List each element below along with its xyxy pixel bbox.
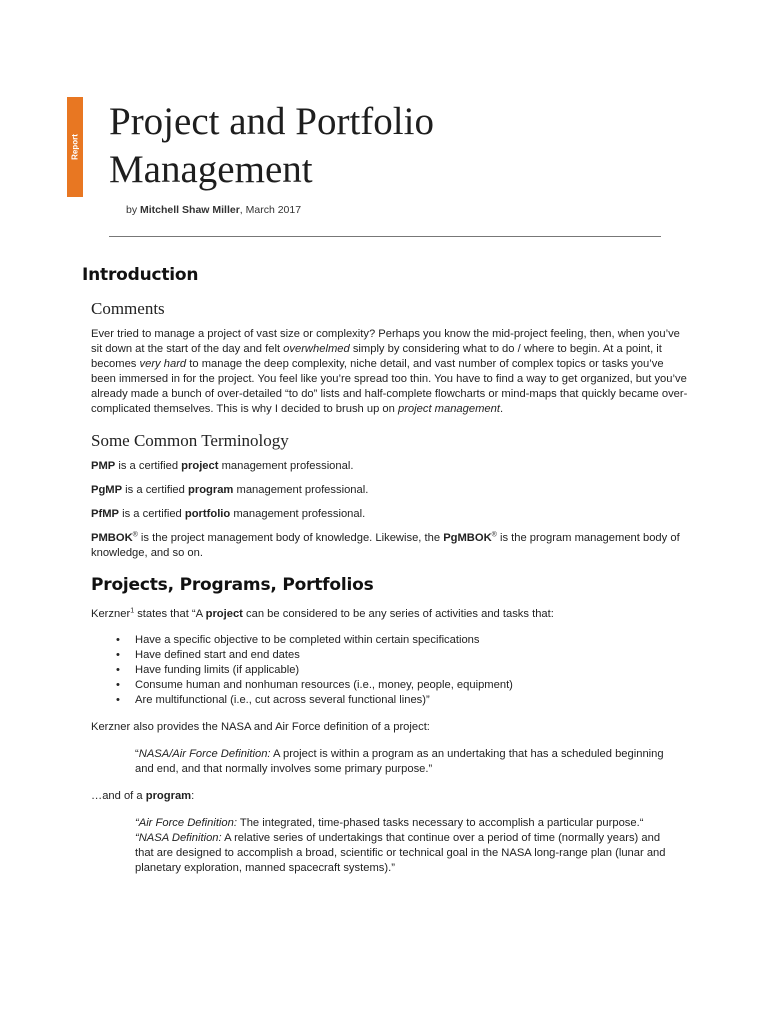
quote-nasa xyxy=(135,831,680,876)
pfmp-bold: portfolio xyxy=(184,508,231,520)
program-intro xyxy=(91,789,691,804)
list-item: • Have funding limits (if applicable) xyxy=(135,663,691,678)
subheading-comments: Comments xyxy=(91,299,165,318)
pmbok-text-2: is the program management body of knowledge, and so on. xyxy=(91,532,680,559)
pmp-text-1: is a certified xyxy=(115,460,182,472)
project-criteria-list xyxy=(91,633,691,708)
quote-label: NASA/Air Force Definition: xyxy=(138,748,271,760)
nasa-intro: Kerzner also provides the NASA and Air Force definition of a project: xyxy=(91,721,430,733)
pgmp-bold: program xyxy=(188,484,234,496)
quote-label: “NASA Definition: xyxy=(135,832,222,844)
title-line-2: Management xyxy=(109,148,313,191)
quote-program-definitions xyxy=(135,816,680,876)
kerzner-text-3: can be considered to be any series of activities and tasks that: xyxy=(242,608,554,620)
intro-text-3: to manage the deep complexity, niche detail, and vast number of complex topics or tasks you’ve been immersed in for the project. You feel like you’re spread too thin. You have to find a way to get organized, but you’ve already made a bunch of over-detailed “to do” lists and half-complete flowcharts or mind-maps that quickly became over-complicated themselves. This is why I decided to brush up on xyxy=(91,358,688,415)
intro-paragraph xyxy=(91,327,691,417)
list-item: • Have a specific objective to be completed within certain specifications xyxy=(135,633,691,648)
pfmp-text-1: is a certified xyxy=(118,508,185,520)
quote-air-force xyxy=(135,816,680,831)
term-pmbok: PMBOK xyxy=(91,532,133,544)
list-item: • Are multifunctional (i.e., cut across several functional lines)” xyxy=(135,693,691,708)
pgmp-text-2: management professional. xyxy=(233,484,369,496)
pgmp-text-1: is a certified xyxy=(122,484,188,496)
program-text-1: …and of a xyxy=(91,790,146,802)
kerzner-text-2: states that “A xyxy=(134,608,206,620)
quote-text xyxy=(135,747,680,777)
definition-pmbok xyxy=(91,531,691,561)
quote-open: “ xyxy=(135,748,139,760)
list-item: • Consume human and nonhuman resources (i.e., money, people, equipment) xyxy=(135,678,691,693)
definition-pfmp xyxy=(91,507,691,522)
kerzner-text-1: Kerzner xyxy=(91,608,131,620)
intro-text-1: Ever tried to manage a project of vast size or complexity? Perhaps you know the mid-project feeling, then, when you’ve sit down at the start of the day and felt xyxy=(91,328,680,355)
footnote-marker: 1 xyxy=(130,607,135,615)
quote-body: A project is within a program as an undertaking that has a scheduled beginning and end, and that normally involves some primary purpose.” xyxy=(135,748,664,775)
pmbok-text-1: is the project management body of knowledge. Likewise, the xyxy=(137,532,444,544)
definition-pmp xyxy=(91,459,691,474)
pmp-bold: project xyxy=(181,460,219,472)
intro-text-4: . xyxy=(499,403,504,415)
author-name: Mitchell Shaw Miller xyxy=(140,204,240,216)
byline-prefix: by xyxy=(126,204,141,216)
definition-pgmp xyxy=(91,483,691,498)
program-text-2: : xyxy=(191,790,195,802)
header-divider xyxy=(109,236,661,237)
pmp-text-2: management professional. xyxy=(218,460,354,472)
registered-mark: ® xyxy=(132,531,138,539)
quote-project-definition xyxy=(135,747,680,777)
kerzner-bold: project xyxy=(205,608,243,620)
quote-body: A relative series of undertakings that continue over a period of time (normally years) and that are designed to accomplish a broad, scientific or technical goal in the NASA long-range plan (lunar and planetary exploration, manned spacecraft systems).” xyxy=(135,832,666,874)
intro-text-2: simply by considering what to do / where to begin. At a point, it becomes xyxy=(91,343,662,370)
section-heading-projects: Projects, Programs, Portfolios xyxy=(91,575,374,595)
page-title xyxy=(109,98,434,194)
term-pmp: PMP xyxy=(91,460,116,472)
intro-emphasis-very-hard: very hard xyxy=(139,358,187,370)
registered-mark: ® xyxy=(491,531,497,539)
term-pfmp: PfMP xyxy=(91,508,119,520)
list-item: • Have defined start and end dates xyxy=(135,648,691,663)
intro-emphasis-overwhelmed: overwhelmed xyxy=(283,343,350,355)
term-pgmp: PgMP xyxy=(91,484,123,496)
quote-body: The integrated, time-phased tasks necessary to accomplish a particular purpose.“ xyxy=(236,817,644,829)
section-heading-introduction: Introduction xyxy=(82,265,199,285)
term-pgmbok: PgMBOK xyxy=(443,532,492,544)
byline xyxy=(126,204,301,216)
intro-emphasis-project-management: project management xyxy=(397,403,500,415)
program-bold: program xyxy=(145,790,192,802)
kerzner-paragraph xyxy=(91,607,691,622)
publish-date: , March 2017 xyxy=(239,204,302,216)
document-body xyxy=(82,265,691,888)
subheading-terminology: Some Common Terminology xyxy=(91,431,289,450)
pfmp-text-2: management professional. xyxy=(230,508,366,520)
quote-label: “Air Force Definition: xyxy=(135,817,237,829)
title-line-1: Project and Portfolio xyxy=(109,100,434,143)
report-badge-label: Report xyxy=(70,134,80,160)
report-badge xyxy=(67,97,83,197)
